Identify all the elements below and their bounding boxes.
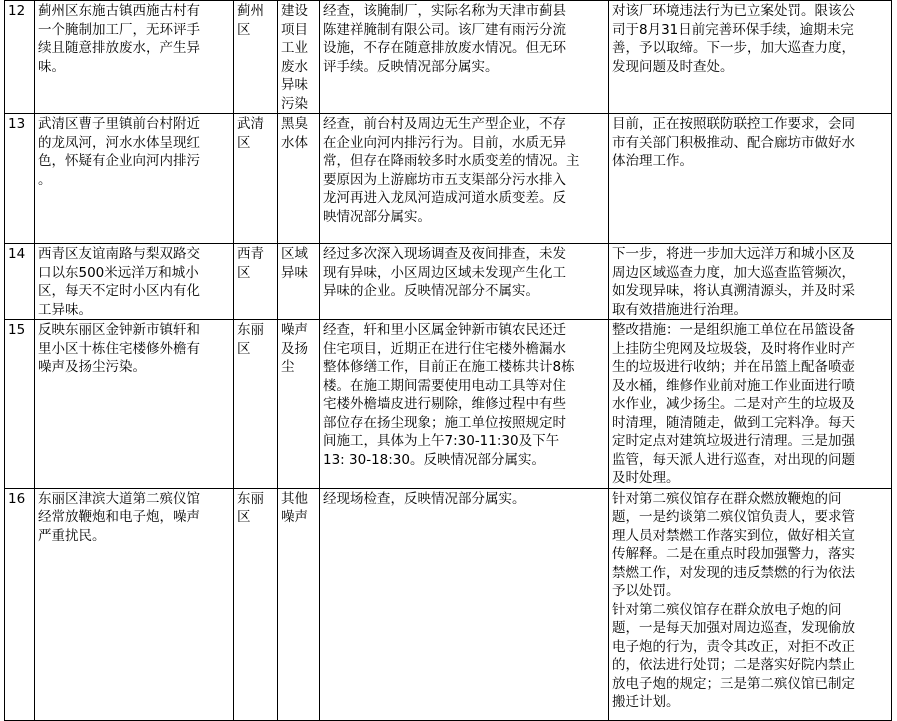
row-number: 14 [5,244,35,320]
table-row [5,114,892,244]
table-row [5,320,892,489]
district-cell: 蓟州 区 [234,1,278,114]
investigation-cell: 经查，该腌制厂，实际名称为天津市蓟县 陈建祥腌制有限公司。该厂建有雨污分流 设施，不存在随意排放废水情况。但无环 评手续。反映情况部分属实。 [320,1,609,114]
table-row [5,1,892,114]
table-row [5,488,892,720]
district-cell: 东丽 区 [234,320,278,489]
issue-cell: 东丽区津滨大道第二殡仪馆 经常放鞭炮和电子炮，噪声 严重扰民。 [35,488,234,720]
action-cell: 针对第二殡仪馆存在群众燃放鞭炮的问 题，一是约谈第二殡仪馆负责人，要求管 理人员对禁燃工作落实到位，做好相关宣 传解释。二是在重点时段加强警力，落实 禁燃工作，对发现的违反禁燃的行为依法 予以处罚。 针对第二殡仪馆存在群众放电子炮的问 题，一是每天加强对周边巡查，发现偷放 电子炮的行为，责令其改正，对拒不改正 的，依法进行处罚；二是落实好院内禁止 放电子炮的规定；三是第二殡仪馆已制定 搬迁计划。 [609,488,892,720]
action-cell: 对该厂环境违法行为已立案处罚。限该公 司于8月31日前完善环保手续，逾期未完 善，予以取缔。下一步，加大巡查力度， 发现问题及时查处。 [609,1,892,114]
pollution-type-cell: 建设 项目 工业 废水 异味 污染 [278,1,320,114]
pollution-type-cell: 黑臭 水体 [278,114,320,244]
district-cell: 武清 区 [234,114,278,244]
issue-cell: 反映东丽区金钟新市镇轩和 里小区十栋住宅楼修外檐有 噪声及扬尘污染。 [35,320,234,489]
issue-cell: 西青区友谊南路与梨双路交 口以东500米远洋万和城小 区，每天不定时小区内有化 工异味。 [35,244,234,320]
pollution-type-cell: 区域 异味 [278,244,320,320]
action-cell: 目前，正在按照联防联控工作要求，会同 市有关部门积极推动、配合廊坊市做好水 体治理工作。 [609,114,892,244]
investigation-cell: 经过多次深入现场调查及夜间排查，未发 现有异味，小区周边区域未发现产生化工 异味的企业。反映情况部分不属实。 [320,244,609,320]
pollution-type-cell: 其他 噪声 [278,488,320,720]
issue-cell: 蓟州区东施古镇西施古村有 一个腌制加工厂，无环评手 续且随意排放废水，产生异 味。 [35,1,234,114]
investigation-cell: 经现场检查，反映情况部分属实。 [320,488,609,720]
row-number: 12 [5,1,35,114]
investigation-cell: 经查，轩和里小区属金钟新市镇农民还迁 住宅项目，近期正在进行住宅楼外檐漏水 整体修缮工作，目前正在施工楼栋共计8栋 楼。在施工期间需要使用电动工具等对住 宅楼外檐墙皮进行剔除，维修过程中有些 部位存在扬尘现象；施工单位按照规定时 间施工，具体为上午7:30-11:30及下午 13: 30-18:30。反映情况部分属实。 [320,320,609,489]
row-number: 15 [5,320,35,489]
district-cell: 东丽 区 [234,488,278,720]
pollution-type-cell: 噪声 及扬 尘 [278,320,320,489]
action-cell: 下一步，将进一步加大远洋万和城小区及 周边区域巡查力度，加大巡查监管频次， 如发现异味，将认真溯清源头，并及时采 取有效措施进行治理。 [609,244,892,320]
complaint-table [4,0,892,721]
issue-cell: 武清区曹子里镇前台村附近 的龙凤河，河水水体呈现红 色，怀疑有企业向河内排污 。 [35,114,234,244]
investigation-cell: 经查，前台村及周边无生产型企业，不存 在企业向河内排污行为。目前，水质无异 常，但存在降雨较多时水质变差的情况。主 要原因为上游廊坊市五支渠部分污水排入 龙河再进入龙凤河造成河道水质变差。反 映情况部分属实。 [320,114,609,244]
action-cell: 整改措施：一是组织施工单位在吊篮设备 上挂防尘兜网及垃圾袋，及时将作业时产 生的垃圾进行收纳；并在吊篮上配备喷壶 及水桶，维修作业前对施工作业面进行喷 水作业，减少扬尘。二是对产生的垃圾及 时清理，随清随走，做到工完料净。每天 定时定点对建筑垃圾进行清理。三是加强 监管，每天派人进行巡查，对出现的问题 及时处理。 [609,320,892,489]
table-row [5,244,892,320]
row-number: 16 [5,488,35,720]
row-number: 13 [5,114,35,244]
district-cell: 西青 区 [234,244,278,320]
